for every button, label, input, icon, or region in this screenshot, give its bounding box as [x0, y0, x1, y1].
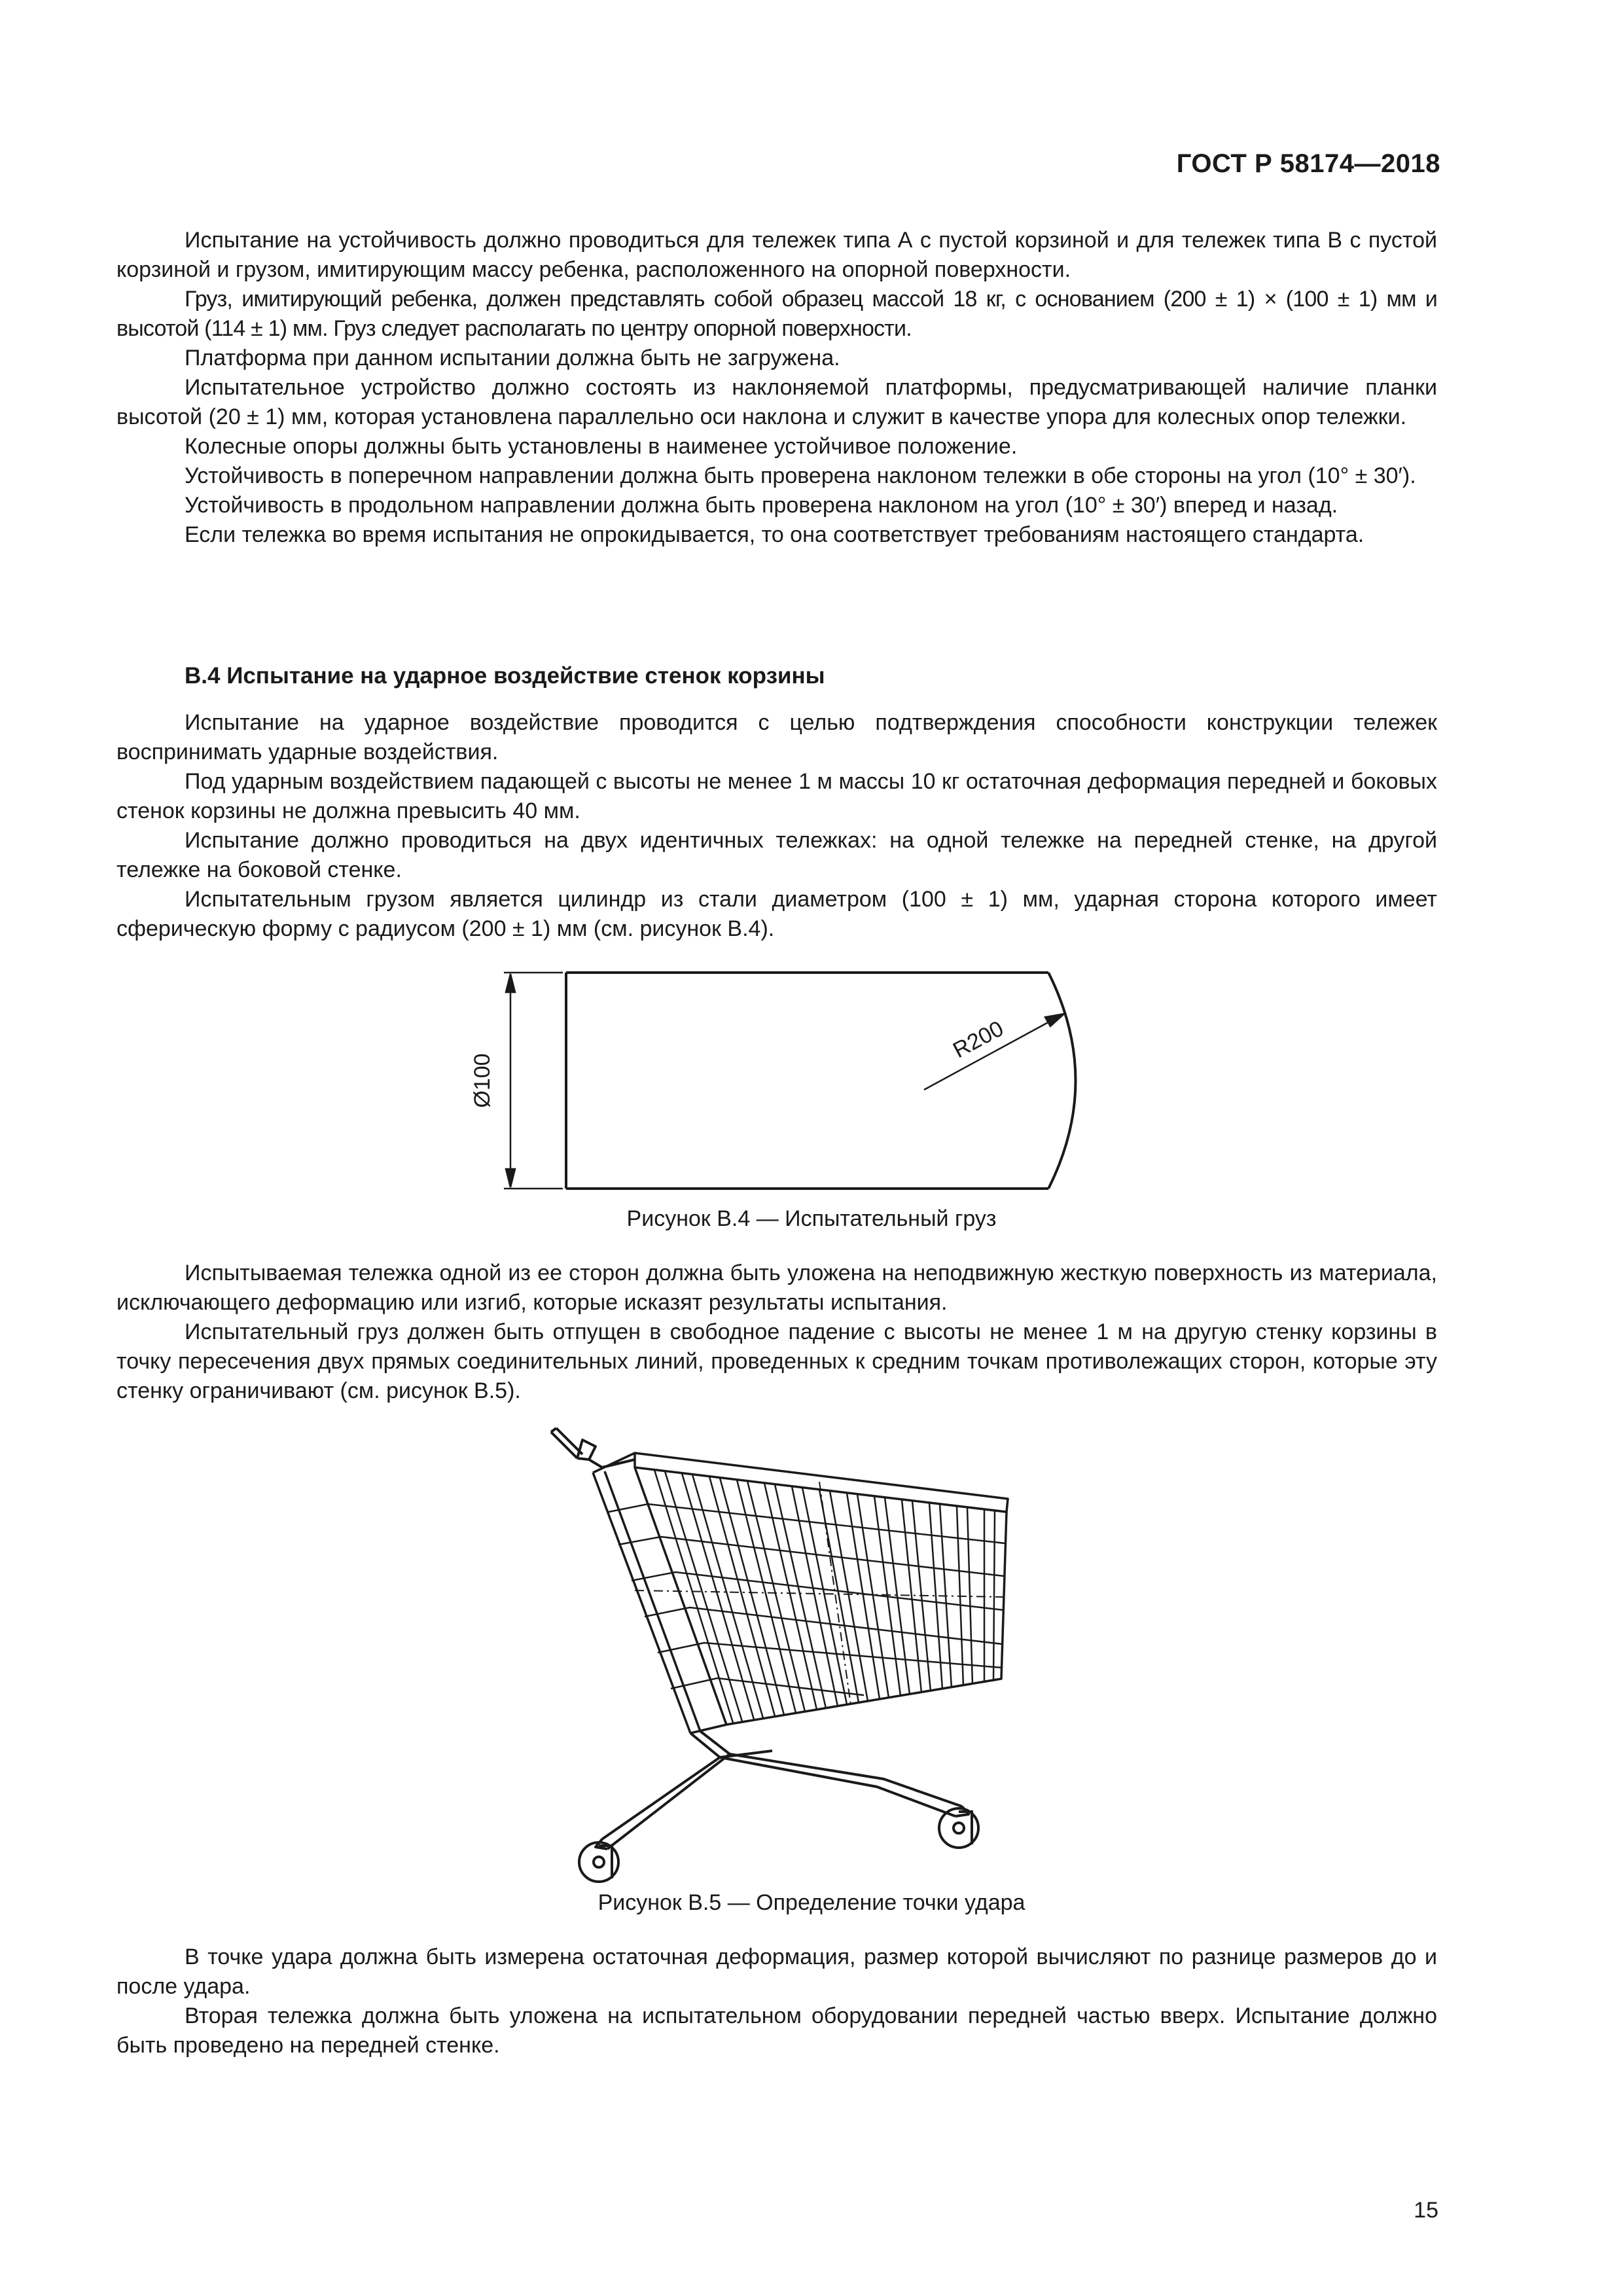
section-heading-b4: В.4 Испытание на ударное воздействие стенок корзины: [185, 663, 825, 689]
paragraph: Испытание на ударное воздействие проводится с целью подтверждения способности конструкции тележек воспринимать ударные воздействия.: [116, 710, 1437, 764]
paragraph: Испытываемая тележка одной из ее сторон должна быть уложена на неподвижную жесткую поверхность из материала, исключающего деформацию или изгиб, которые исказят результаты испытания.: [116, 1261, 1437, 1315]
paragraph: Устойчивость в поперечном направлении должна быть проверена наклоном тележки в обе стороны на угол (10° ± 30′).: [185, 463, 1416, 488]
diameter-label: Ø100: [470, 1053, 495, 1108]
paragraph: Устойчивость в продольном направлении должна быть проверена наклоном на угол (10° ± 30′) вперед и назад.: [185, 493, 1338, 518]
paragraph: Под ударным воздействием падающей с высоты не менее 1 м массы 10 кг остаточная деформация передней и боковых стенок корзины не должна превысить 40 мм.: [116, 769, 1437, 823]
figure-b4-caption: Рисунок В.4 — Испытательный груз: [626, 1206, 997, 1231]
paragraph: Если тележка во время испытания не опрокидывается, то она соответствует требованиям настоящего стандарта.: [185, 522, 1364, 547]
cart-handle: [551, 1428, 635, 1467]
drop-procedure-text: [116, 1259, 1437, 1406]
stability-test-text: [116, 226, 1437, 550]
paragraph: Вторая тележка должна быть уложена на испытательном оборудовании передней частью вверх. Испытание должно быть проведено на передней стенке.: [116, 2003, 1437, 2058]
page-number: 15: [1414, 2198, 1438, 2223]
paragraph: Испытательный груз должен быть отпущен в свободное падение с высоты не менее 1 м на другую стенку корзины в точку пересечения двух прямых соединительных линий, проведенных к средним точкам противолежащих сторон, которые эту стенку ограничивают (см. рисунок В.5).: [116, 1319, 1437, 1403]
paragraph: Испытание должно проводиться на двух идентичных тележках: на одной тележке на передней стенке, на другой тележке на боковой стенке.: [116, 828, 1437, 882]
radius-label: R200: [949, 1016, 1008, 1064]
document-code-header: ГОСТ Р 58174—2018: [1176, 149, 1440, 178]
paragraph: Колесные опоры должны быть установлены в наименее устойчивое положение.: [185, 434, 1018, 459]
figure-test-weight: [458, 962, 1113, 1204]
cart-wheels: [579, 1808, 978, 1882]
figure-b5-caption: Рисунок В.5 — Определение точки удара: [597, 1890, 1026, 1915]
paragraph: Испытание на устойчивость должно проводиться для тележек типа А с пустой корзиной и для тележек типа В с пустой корзиной и грузом, имитирующим массу ребенка, расположенного на опорной поверхности.: [116, 228, 1437, 282]
figure-shopping-cart: [537, 1427, 1034, 1885]
paragraph: Испытательным грузом является цилиндр из стали диаметром (100 ± 1) мм, ударная сторона которого имеет сферическую форму с радиусом (200 ± 1) мм (см. рисунок В.4).: [116, 887, 1437, 941]
paragraph: Платформа при данном испытании должна быть не загружена.: [185, 346, 840, 370]
paragraph: Испытательное устройство должно состоять из наклоняемой платформы, предусматривающей наличие планки высотой (20 ± 1) мм, которая установлена параллельно оси наклона и служит в качестве упора для колесных опор тележки.: [116, 375, 1437, 429]
impact-point-construction-lines: [635, 1482, 1004, 1705]
cart-frame: [596, 1731, 969, 1849]
paragraph: В точке удара должна быть измерена остаточная деформация, размер которой вычисляют по разнице размеров до и после удара.: [116, 1945, 1437, 1999]
deformation-measurement-text: [116, 1943, 1437, 2060]
diameter-dimension-line: [504, 973, 563, 1189]
impact-test-text: [116, 708, 1437, 944]
cylinder-outline: [566, 973, 1076, 1189]
paragraph: Груз, имитирующий ребенка, должен представлять собой образец массой 18 кг, с основанием (200 ± 1) × (100 ± 1) мм и высотой (114 ± 1) мм. Груз следует располагать по центру опорной поверхности.: [116, 287, 1437, 341]
